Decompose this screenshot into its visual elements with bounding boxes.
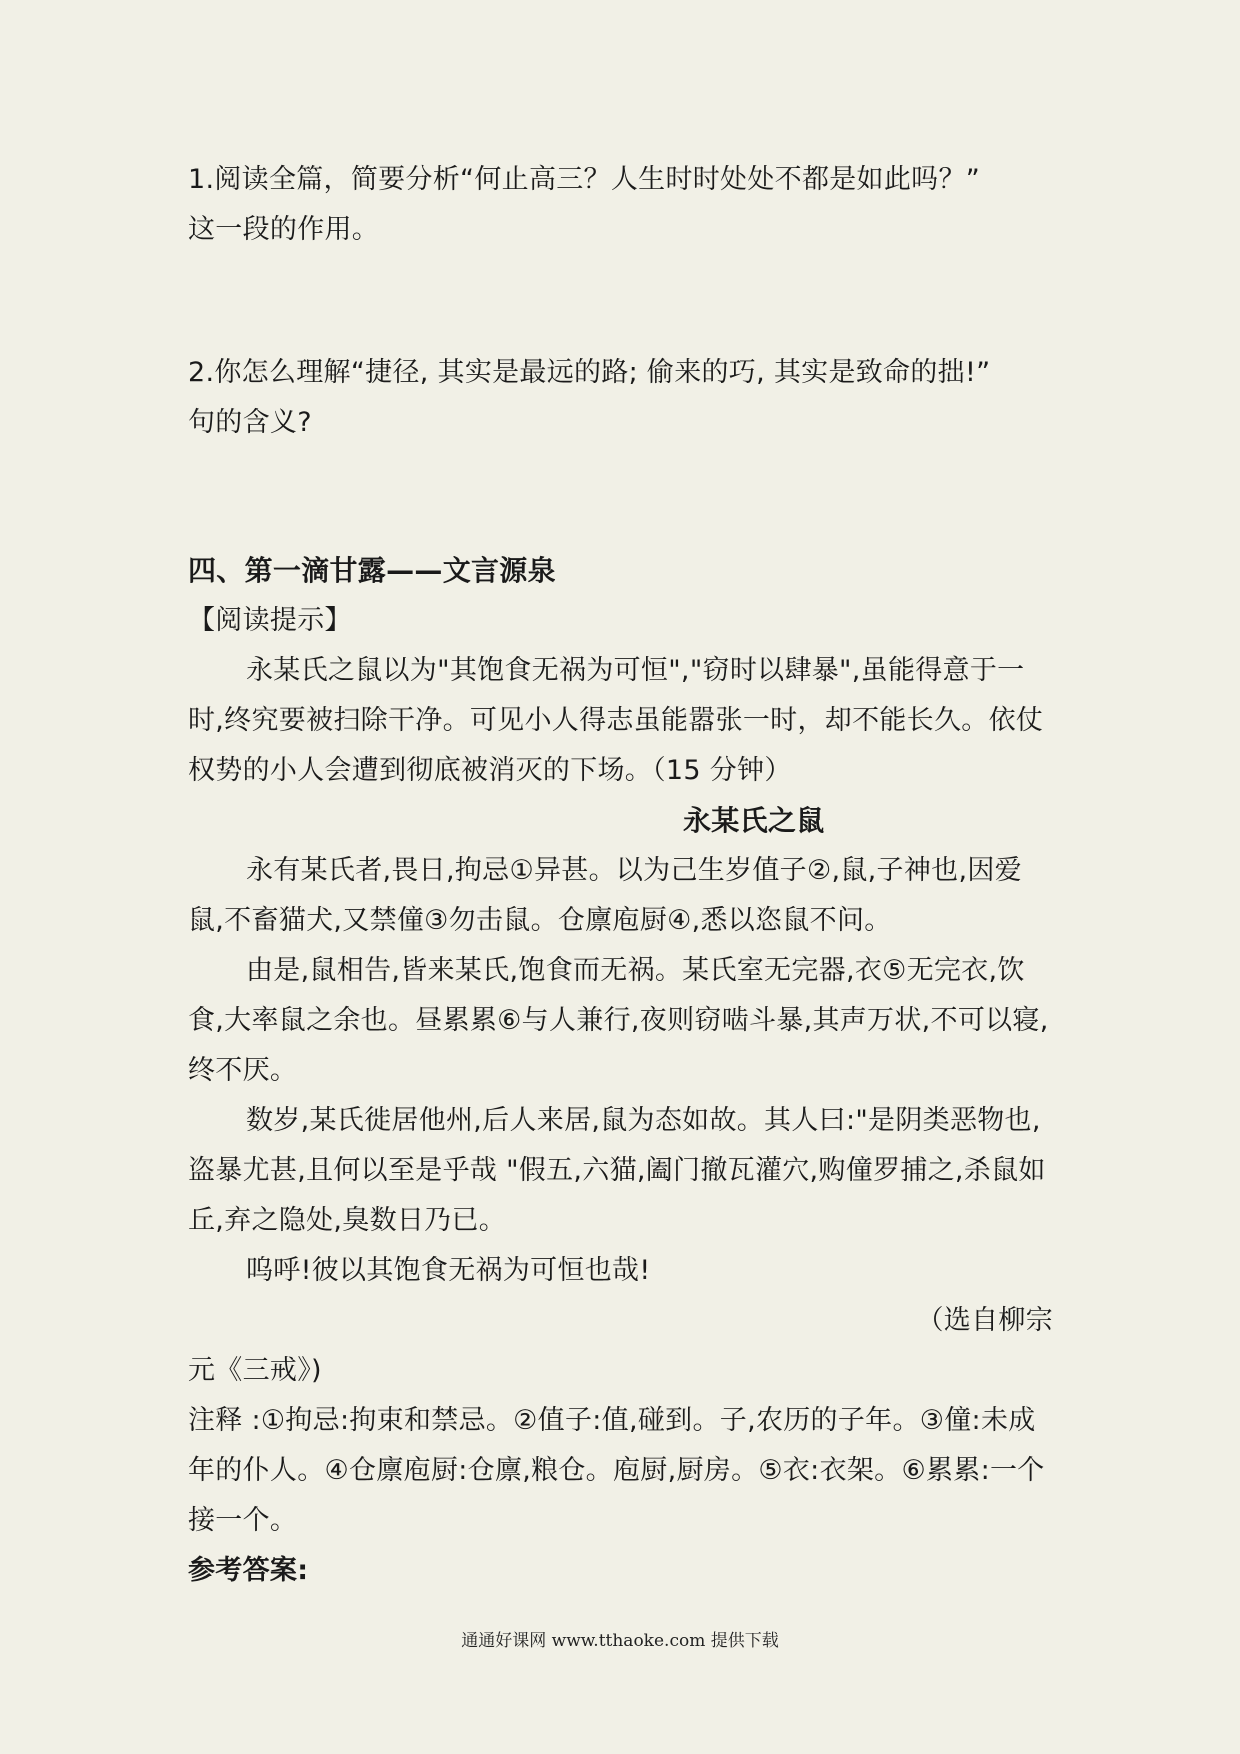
- question-1-line-1: 1.阅读全篇，简要分析“何止高三？人生时时处处不都是如此吗？”: [188, 164, 981, 195]
- reading-hint-label: 【阅读提示】: [188, 605, 352, 636]
- question-2-line-2: 句的含义?: [188, 407, 312, 438]
- passage-paragraph-4: 呜呼!彼以其饱食无祸为可恒也哉!: [246, 1255, 651, 1286]
- passage-source-line-1: （选自柳宗: [916, 1305, 1053, 1336]
- answer-label: 参考答案:: [188, 1555, 309, 1586]
- passage-paragraph-1: 永有某氏者,畏日,拘忌①异甚。以为己生岁值子②,鼠,子神也,因爱鼠,不畜猫犬,又禁僮③勿击鼠。仓廪庖厨④,悉以恣鼠不问。: [188, 855, 1022, 936]
- notes-text: 注释 :①拘忌:拘束和禁忌。②值子:值,碰到。子,农历的子年。③僮:未成年的仆人。④仓廪庖厨:仓廪,粮仓。庖厨,厨房。⑤衣:衣架。⑥累累:一个接一个。: [188, 1405, 1045, 1536]
- question-1-line-2: 这一段的作用。: [188, 214, 380, 245]
- passage-source-line-2: 元《三戒》): [188, 1355, 322, 1386]
- question-2-line-1: 2.你怎么理解“捷径, 其实是最远的路; 偷来的巧, 其实是致命的拙!”: [188, 357, 991, 388]
- passage-title: 永某氏之鼠: [683, 804, 825, 837]
- section-heading: 四、第一滴甘露——文言源泉: [188, 554, 556, 587]
- page-footer: 通通好课网 www.tthaoke.com 提供下载: [461, 1631, 779, 1651]
- reading-hint-text: 永某氏之鼠以为"其饱食无祸为可恒","窃时以肆暴",虽能得意于一时,终究要被扫除干净。可见小人得志虽能嚣张一时，却不能长久。依仗权势的小人会遭到彻底被消灭的下场。（15 分钟）: [188, 655, 1044, 786]
- passage-paragraph-3: 数岁,某氏徙居他州,后人来居,鼠为态如故。其人曰:"是阴类恶物也,盗暴尤甚,且何以至是乎哉 "假五,六猫,阖门撤瓦灌穴,购僮罗捕之,杀鼠如丘,弃之隐处,臭数日乃已。: [188, 1105, 1046, 1236]
- document-body: [188, 155, 1053, 1596]
- passage-paragraph-2: 由是,鼠相告,皆来某氏,饱食而无祸。某氏室无完器,衣⑤无完衣,饮食,大率鼠之余也。昼累累⑥与人兼行,夜则窃啮斗暴,其声万状,不可以寝,终不厌。: [188, 955, 1049, 1086]
